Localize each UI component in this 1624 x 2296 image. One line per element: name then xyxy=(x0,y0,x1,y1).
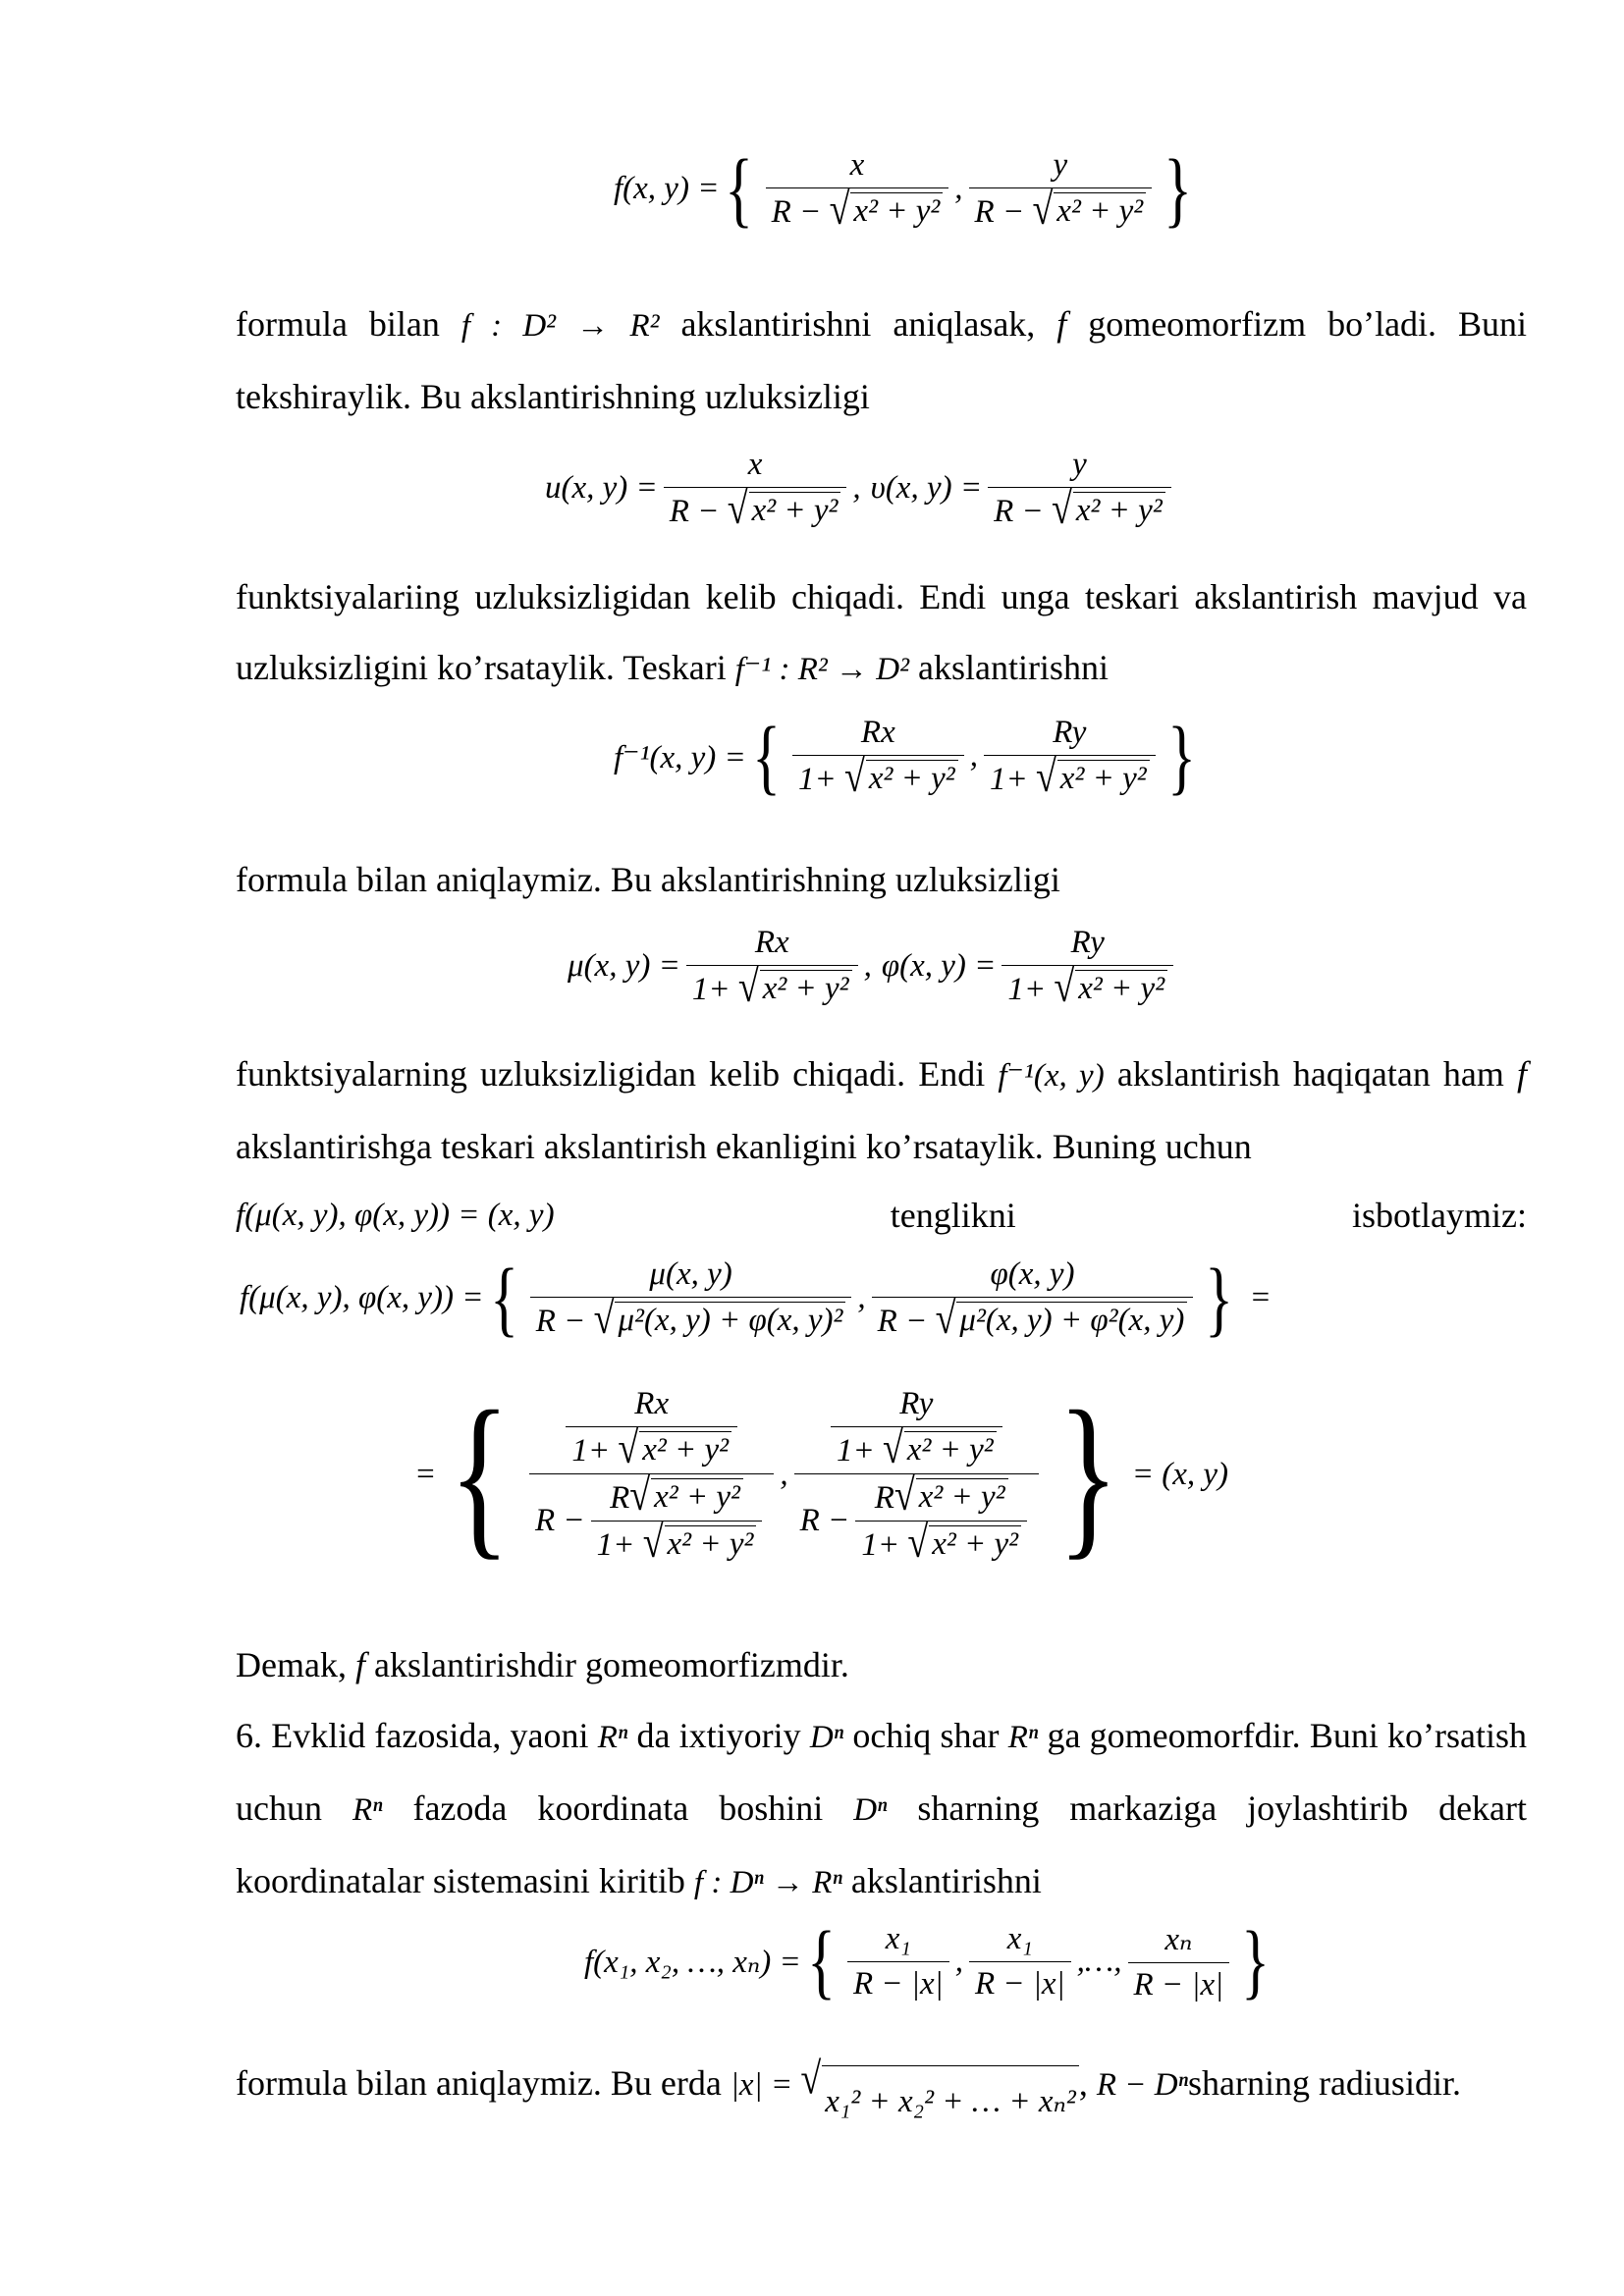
paragraph-5: Demak, f akslantirishdir gomeomorfizmdir. xyxy=(236,1645,849,1684)
phi-fraction: Ry 1+ √ x² + y² xyxy=(1001,925,1173,1008)
v-fraction: y R − √ x² + y² xyxy=(988,447,1171,530)
equation-u-v: u(x, y) = x R − √ x² + y² , υ(x, y) = y R − √ x² + y² xyxy=(545,447,1177,530)
equation-f-definition: f(x, y) = { x R − √ x² + y² , y R − √ x² + y² } xyxy=(614,142,1193,236)
paragraph-4: funktsiyalarning uzluksizligidan kelib chiqadi. Endi f⁻¹(x, y) akslantirish haqiqatan ham f akslantirishga teskari akslantirish ekanligini ko’rsataylik. Buning uchun xyxy=(236,1054,1528,1166)
eq3-fraction-2: Ry 1+ √ x² + y² xyxy=(984,715,1156,798)
eq3-fraction-1: Rx 1+ √ x² + y² xyxy=(792,715,964,798)
mu-fraction: Rx 1+ √ x² + y² xyxy=(686,925,858,1008)
eq1-fraction-2: y R − √ x² + y² xyxy=(969,147,1153,231)
right-brace: } xyxy=(1164,142,1193,236)
map-finv: f⁻¹ : R² → D² xyxy=(734,652,909,687)
equation-f-inverse: f⁻¹(x, y) = { Rx 1+ √ x² + y² , Ry 1+ √ x² + y² } xyxy=(614,710,1196,803)
equation-mu-phi: μ(x, y) = Rx 1+ √ x² + y² , φ(x, y) = Ry 1+ √ x² + y² xyxy=(568,925,1179,1008)
paragraph-1: formula bilan f : D² → R² akslantirishni aniqlasak, f gomeomorfizm bo’ladi. Buni tekshiraylik. Bu akslantirishning uzluksizligi xyxy=(236,304,1527,416)
paragraph-4-last-line: f(μ(x, y), φ(x, y)) = (x, y) tenglikni isbotlaymiz: xyxy=(236,1196,1527,1235)
eq5-fraction-1: μ(x, y) R − √ μ²(x, y) + φ(x, y)² xyxy=(530,1256,852,1340)
paragraph-3: formula bilan aniqlaymiz. Bu akslantirishning uzluksizligi xyxy=(236,860,1060,899)
paragraph-7: formula bilan aniqlaymiz. Bu erda |x| = √ x₁² + x₂² + … + xₙ² , R − Dⁿsharning radiusidir. xyxy=(236,2048,1527,2137)
eq5-fraction-2: φ(x, y) R − √ μ²(x, y) + φ²(x, y) xyxy=(872,1256,1194,1340)
u-fraction: x R − √ x² + y² xyxy=(664,447,847,530)
eq1-lhs: f(x, y) = xyxy=(614,171,720,207)
map-f-d2-r2: f : D² → R² xyxy=(460,308,660,344)
paragraph-2: funktsiyalariing uzluksizligidan kelib chiqadi. Endi unga teskari akslantirish mavjud va uzluksizligini ko’rsataylik. Teskari f⁻¹ : R² → D² akslantirishni xyxy=(236,577,1527,687)
equation-composition: f(μ(x, y), φ(x, y)) = { μ(x, y) R − √ μ²(x, y) + φ(x, y)² , φ(x, y) R − √ μ²(x, y) + φ²(x, y) } = xyxy=(240,1252,1272,1345)
eq6-compound-fraction-1: Rx 1+ √ x² + y² R − R √ x² + y² 1+ √ x² + y² xyxy=(529,1386,774,1564)
equation-f-rn: f(x₁, x₂, …, xₙ) = { $\frac{\text{x₁}}{R - |x|}$ , $\frac{\text{x₁}}{R - |x|}$ , … , $\frac{\text{xₙ}}{R - |x|}$ } xyxy=(584,1914,1271,2008)
eq6-compound-fraction-2: Ry 1+ √ x² + y² R − R √ x² + y² 1+ √ x² + y² xyxy=(794,1386,1039,1564)
equation-compound: = { Rx 1+ √ x² + y² R − R √ x² + y² 1+ √ x² + y² , Ry 1+ √ x² + y² R − R √ x² + y² 1+ √ x² + y² } = (x, y) xyxy=(414,1373,1229,1575)
left-brace: { xyxy=(725,142,754,236)
eq1-fraction-1: x R − √ x² + y² xyxy=(766,147,949,231)
paragraph-6: 6. Evklid fazosida, yaoni Rⁿ da ixtiyoriy Dⁿ ochiq shar Rⁿ ga gomeomorfdir. Buni ko’rsatish uchun Rⁿ fazoda koordinata boshini Dⁿ sharning markaziga joylashtirib dekart koordinatalar sistemasini kiritib f : Dⁿ → Rⁿ akslantirishni xyxy=(236,1716,1528,1900)
